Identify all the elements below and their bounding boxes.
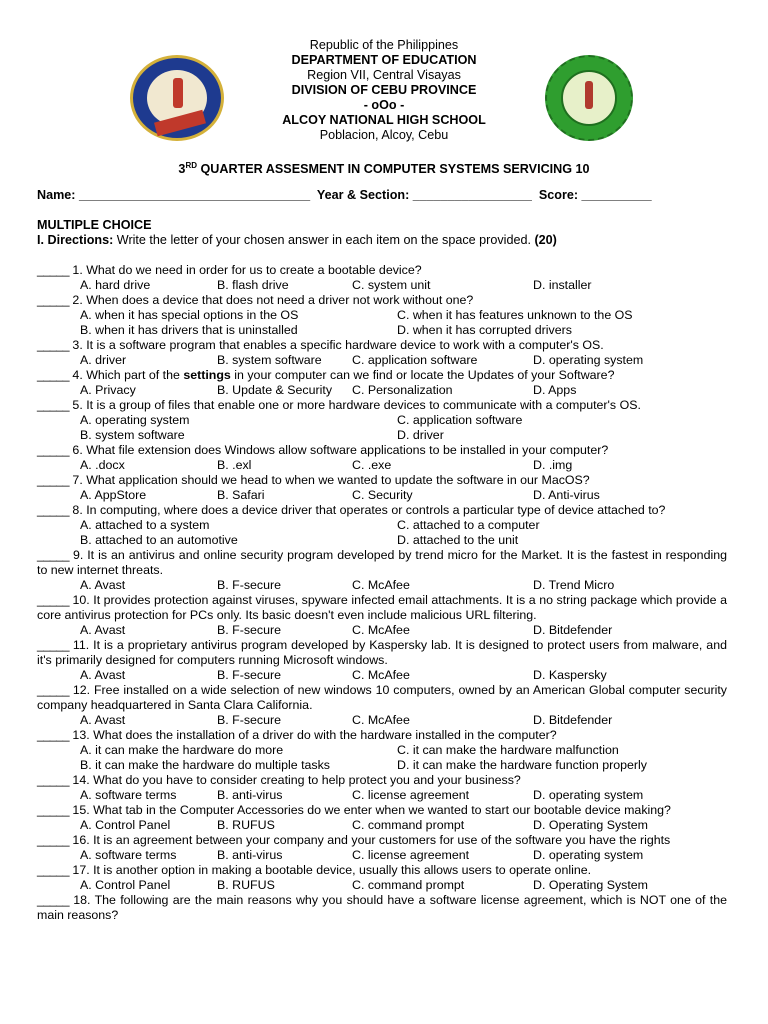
answer-blank[interactable]: _____ xyxy=(37,893,69,907)
header-department: DEPARTMENT OF EDUCATION xyxy=(291,53,477,67)
options-row xyxy=(0,278,768,293)
answer-blank[interactable]: _____ xyxy=(37,398,69,412)
answer-blank[interactable]: _____ xyxy=(37,548,69,562)
option-b: B. F-secure xyxy=(217,623,282,637)
option-a: A. operating system xyxy=(80,413,190,427)
document-header xyxy=(0,38,768,143)
option-a: A. Avast xyxy=(80,713,126,727)
answer-blank[interactable]: _____ xyxy=(37,293,69,307)
header-separator: - oOo - xyxy=(363,98,405,112)
header-region: Region VII, Central Visayas xyxy=(307,68,461,82)
question-text: _____ 15. What tab in the Computer Accessories do we enter when we wanted to start our bootable device making? xyxy=(37,803,671,817)
question-11 xyxy=(0,638,768,668)
option-c: C. McAfee xyxy=(352,578,410,592)
option-d: D. operating system xyxy=(533,848,644,862)
option-b: B. Update & Security xyxy=(217,383,333,397)
options-row xyxy=(0,668,768,683)
option-a: A. Avast xyxy=(80,623,126,637)
option-d: D. installer xyxy=(533,278,592,292)
option-d: D. Anti-virus xyxy=(533,488,600,502)
options-row xyxy=(0,413,768,428)
option-c: C. it can make the hardware malfunction xyxy=(397,743,619,757)
question-10 xyxy=(0,593,768,623)
option-a: A. Avast xyxy=(80,578,126,592)
question-12 xyxy=(0,683,768,713)
options-row xyxy=(0,578,768,593)
options-row xyxy=(0,713,768,728)
answer-blank[interactable]: _____ xyxy=(37,833,69,847)
student-info-line: Name: _________________________________ Year & Section: _________________ Score: __________ xyxy=(37,188,652,202)
option-b: B. F-secure xyxy=(217,668,282,682)
option-d: D. operating system xyxy=(533,353,644,367)
question-3 xyxy=(0,338,768,353)
question-9 xyxy=(0,548,768,578)
option-b: B. .exl xyxy=(217,458,252,472)
option-b: B. F-secure xyxy=(217,713,282,727)
options-row xyxy=(0,428,768,443)
option-d: D. Trend Micro xyxy=(533,578,615,592)
option-d: D. Bitdefender xyxy=(533,713,613,727)
question-15 xyxy=(0,803,768,818)
question-6 xyxy=(0,443,768,458)
question-1 xyxy=(0,263,768,278)
option-d: D. Kaspersky xyxy=(533,668,607,682)
option-b: B. Safari xyxy=(217,488,265,502)
options-row xyxy=(0,818,768,833)
option-b: B. system software xyxy=(217,353,322,367)
option-b: B. anti-virus xyxy=(217,788,283,802)
question-text: _____ 9. It is an antivirus and online security program developed by trend micro for the Market. It is the fastest in responding to new internet threats. xyxy=(37,548,727,577)
option-d: D. driver xyxy=(397,428,444,442)
question-text: _____ 18. The following are the main reasons why you should have a software license agreement, which is NOT one of the main reasons? xyxy=(37,893,727,922)
answer-blank[interactable]: _____ xyxy=(37,728,69,742)
options-row xyxy=(0,533,768,548)
question-text: _____ 1. What do we need in order for us to create a bootable device? xyxy=(37,263,422,277)
header-school: ALCOY NATIONAL HIGH SCHOOL xyxy=(282,113,486,127)
option-a: A. driver xyxy=(80,353,127,367)
option-a: A. Avast xyxy=(80,668,126,682)
option-c: C. McAfee xyxy=(352,623,410,637)
question-13 xyxy=(0,728,768,743)
options-row xyxy=(0,308,768,323)
question-text: _____ 17. It is another option in making a bootable device, usually this allows users to operate online. xyxy=(37,863,592,877)
section-heading: MULTIPLE CHOICE xyxy=(37,218,152,232)
option-c: C. when it has features unknown to the OS xyxy=(397,308,633,322)
option-c: C. application software xyxy=(397,413,523,427)
answer-blank[interactable]: _____ xyxy=(37,593,69,607)
option-d: D. when it has corrupted drivers xyxy=(397,323,572,337)
header-division: DIVISION OF CEBU PROVINCE xyxy=(291,83,477,97)
question-text: _____ 12. Free installed on a wide selection of new windows 10 computers, owned by an American Global computer security company headquartered in Santa Clara California. xyxy=(37,683,727,712)
question-text: _____ 4. Which part of the settings in your computer can we find or locate the Updates of your Software? xyxy=(37,368,615,382)
option-b: B. it can make the hardware do multiple tasks xyxy=(80,758,330,772)
option-a: A. hard drive xyxy=(80,278,151,292)
option-a: A. software terms xyxy=(80,788,177,802)
options-row xyxy=(0,878,768,893)
option-c: C. Personalization xyxy=(352,383,453,397)
options-row xyxy=(0,518,768,533)
option-a: A. .docx xyxy=(80,458,125,472)
option-b: B. flash drive xyxy=(217,278,289,292)
option-c: C. system unit xyxy=(352,278,431,292)
option-c: C. license agreement xyxy=(352,848,470,862)
question-7 xyxy=(0,473,768,488)
question-2 xyxy=(0,293,768,308)
option-a: A. attached to a system xyxy=(80,518,210,532)
option-a: A. Control Panel xyxy=(80,878,171,892)
option-c: C. Security xyxy=(352,488,413,502)
question-8 xyxy=(0,503,768,518)
option-c: C. attached to a computer xyxy=(397,518,540,532)
options-row xyxy=(0,788,768,803)
question-text: _____ 14. What do you have to consider creating to help protect you and your business? xyxy=(37,773,521,787)
answer-blank[interactable]: _____ xyxy=(37,803,69,817)
option-b: B. attached to an automotive xyxy=(80,533,238,547)
question-list xyxy=(0,263,768,923)
answer-blank[interactable]: _____ xyxy=(37,863,69,877)
question-5 xyxy=(0,398,768,413)
option-d: D. attached to the unit xyxy=(397,533,519,547)
option-d: D. Bitdefender xyxy=(533,623,613,637)
question-text: _____ 7. What application should we head to when we wanted to update the software in our MacOS? xyxy=(37,473,590,487)
option-a: A. Control Panel xyxy=(80,818,171,832)
answer-blank[interactable]: _____ xyxy=(37,638,69,652)
answer-blank[interactable]: _____ xyxy=(37,503,69,517)
option-c: C. McAfee xyxy=(352,668,410,682)
option-d: D. it can make the hardware function properly xyxy=(397,758,648,772)
option-c: C. application software xyxy=(352,353,478,367)
answer-blank[interactable]: _____ xyxy=(37,443,69,457)
option-a: A. it can make the hardware do more xyxy=(80,743,284,757)
question-4 xyxy=(0,368,768,383)
option-b: B. system software xyxy=(80,428,185,442)
option-b: B. anti-virus xyxy=(217,848,283,862)
question-text: _____ 11. It is a proprietary antivirus program developed by Kaspersky lab. It is designed to protect users from malware, and it's primarily designed for computers running Microsoft windows. xyxy=(37,638,727,667)
option-d: D. operating system xyxy=(533,788,644,802)
answer-blank[interactable]: _____ xyxy=(37,338,69,352)
question-17 xyxy=(0,863,768,878)
answer-blank[interactable]: _____ xyxy=(37,473,69,487)
question-14 xyxy=(0,773,768,788)
options-row xyxy=(0,353,768,368)
header-address: Poblacion, Alcoy, Cebu xyxy=(319,128,449,142)
question-text: _____ 5. It is a group of files that enable one or more hardware devices to communicate with a computer's OS. xyxy=(37,398,641,412)
option-c: C. .exe xyxy=(352,458,392,472)
options-row xyxy=(0,623,768,638)
option-d: D. Operating System xyxy=(533,818,649,832)
options-row xyxy=(0,383,768,398)
exam-title: 3RD QUARTER ASSESMENT IN COMPUTER SYSTEMS SERVICING 10 xyxy=(178,161,590,176)
question-text: _____ 6. What file extension does Windows allow software applications to be installed in your computer? xyxy=(37,443,609,457)
options-row xyxy=(0,323,768,338)
option-d: D. .img xyxy=(533,458,573,472)
option-d: D. Operating System xyxy=(533,878,649,892)
option-c: C. command prompt xyxy=(352,878,465,892)
options-row xyxy=(0,758,768,773)
answer-blank[interactable]: _____ xyxy=(37,683,69,697)
answer-blank[interactable]: _____ xyxy=(37,368,69,382)
option-d: D. Apps xyxy=(533,383,577,397)
option-b: B. when it has drivers that is uninstalled xyxy=(80,323,298,337)
option-a: A. Privacy xyxy=(80,383,136,397)
option-c: C. license agreement xyxy=(352,788,470,802)
question-emphasis: settings xyxy=(183,368,231,382)
options-row xyxy=(0,848,768,863)
question-text: _____ 2. When does a device that does not need a driver not work without one? xyxy=(37,293,474,307)
directions: I. Directions: Write the letter of your chosen answer in each item on the space provided. (20) xyxy=(37,233,557,247)
answer-blank[interactable]: _____ xyxy=(37,773,69,787)
question-text: _____ 16. It is an agreement between your company and your customers for use of the software you have the rights xyxy=(37,833,671,847)
option-a: A. when it has special options in the OS xyxy=(80,308,299,322)
options-row xyxy=(0,488,768,503)
option-a: A. AppStore xyxy=(80,488,147,502)
question-text: _____ 8. In computing, where does a device driver that operates or controls a particular type of device attached to? xyxy=(37,503,666,517)
option-b: B. F-secure xyxy=(217,578,282,592)
options-row xyxy=(0,458,768,473)
option-a: A. software terms xyxy=(80,848,177,862)
question-18 xyxy=(0,893,768,923)
question-text: _____ 3. It is a software program that enables a specific hardware device to work with a computer's OS. xyxy=(37,338,604,352)
question-text: _____ 10. It provides protection against viruses, spyware infected email attachments. It is a no string package which provide a core antivirus protection for PCs only. Its basic doesn't even include malicious URL filtering. xyxy=(37,593,727,622)
answer-blank[interactable]: _____ xyxy=(37,263,69,277)
option-b: B. RUFUS xyxy=(217,878,275,892)
header-republic: Republic of the Philippines xyxy=(309,38,459,52)
option-b: B. RUFUS xyxy=(217,818,275,832)
option-c: C. McAfee xyxy=(352,713,410,727)
question-text: _____ 13. What does the installation of a driver do with the hardware installed in the computer? xyxy=(37,728,557,742)
option-c: C. command prompt xyxy=(352,818,465,832)
options-row xyxy=(0,743,768,758)
question-16 xyxy=(0,833,768,848)
